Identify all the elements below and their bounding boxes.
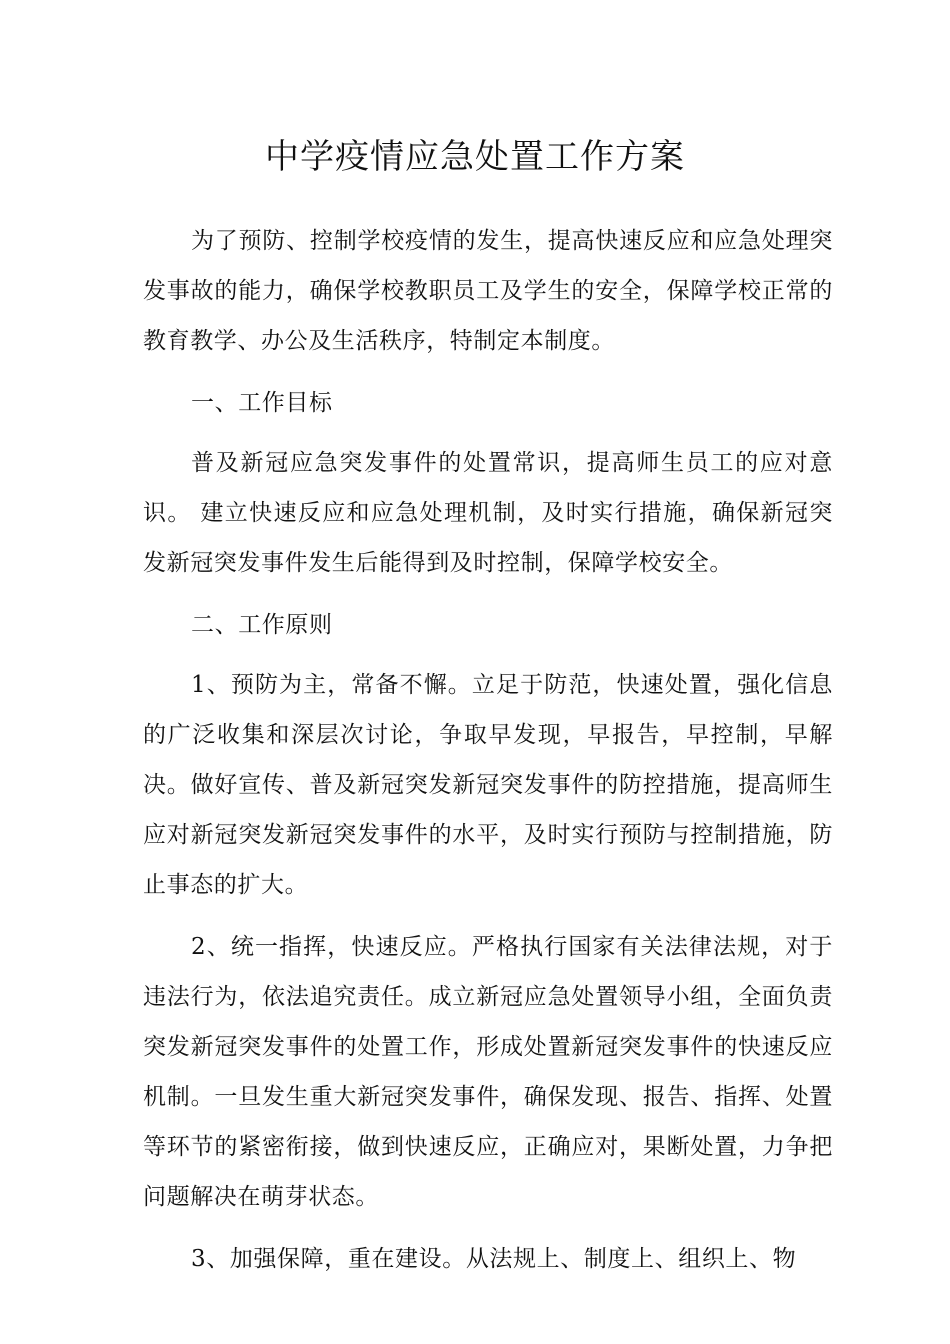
document-title: 中学疫情应急处置工作方案 bbox=[265, 137, 685, 177]
goals-paragraph: 普及新冠应急突发事件的处置常识，提高师生员工的应对意识。 建立快速反应和应急处理机制，及时实行措施，确保新冠突发新冠突发事件发生后能得到及时控制，保障学校安全。 bbox=[143, 450, 833, 576]
section-heading-goals: 一、工作目标 bbox=[191, 390, 333, 416]
principle-3-paragraph: 3、加强保障，重在建设。从法规上、制度上、组织上、物 bbox=[191, 1246, 797, 1272]
section-heading-principles: 二、工作原则 bbox=[191, 612, 333, 638]
principle-2-paragraph: 2、统一指挥，快速反应。严格执行国家有关法律法规，对于违法行为，依法追究责任。成立新冠应急处置领导小组，全面负责突发新冠突发事件的处置工作，形成处置新冠突发事件的快速反应机制。一旦发生重大新冠突发事件，确保发现、报告、指挥、处置等环节的紧密衔接，做到快速反应，正确应对，果断处置，力争把问题解决在萌芽状态。 bbox=[143, 934, 833, 1210]
document-body bbox=[143, 216, 833, 1284]
intro-paragraph: 为了预防、控制学校疫情的发生，提高快速反应和应急处理突发事故的能力，确保学校教职员工及学生的安全，保障学校正常的教育教学、办公及生活秩序，特制定本制度。 bbox=[143, 228, 833, 354]
principle-1-paragraph: 1、预防为主，常备不懈。立足于防范，快速处置，强化信息的广泛收集和深层次讨论，争取早发现，早报告，早控制，早解决。做好宣传、普及新冠突发新冠突发事件的防控措施，提高师生应对新冠突发新冠突发事件的水平，及时实行预防与控制措施，防止事态的扩大。 bbox=[143, 672, 833, 898]
